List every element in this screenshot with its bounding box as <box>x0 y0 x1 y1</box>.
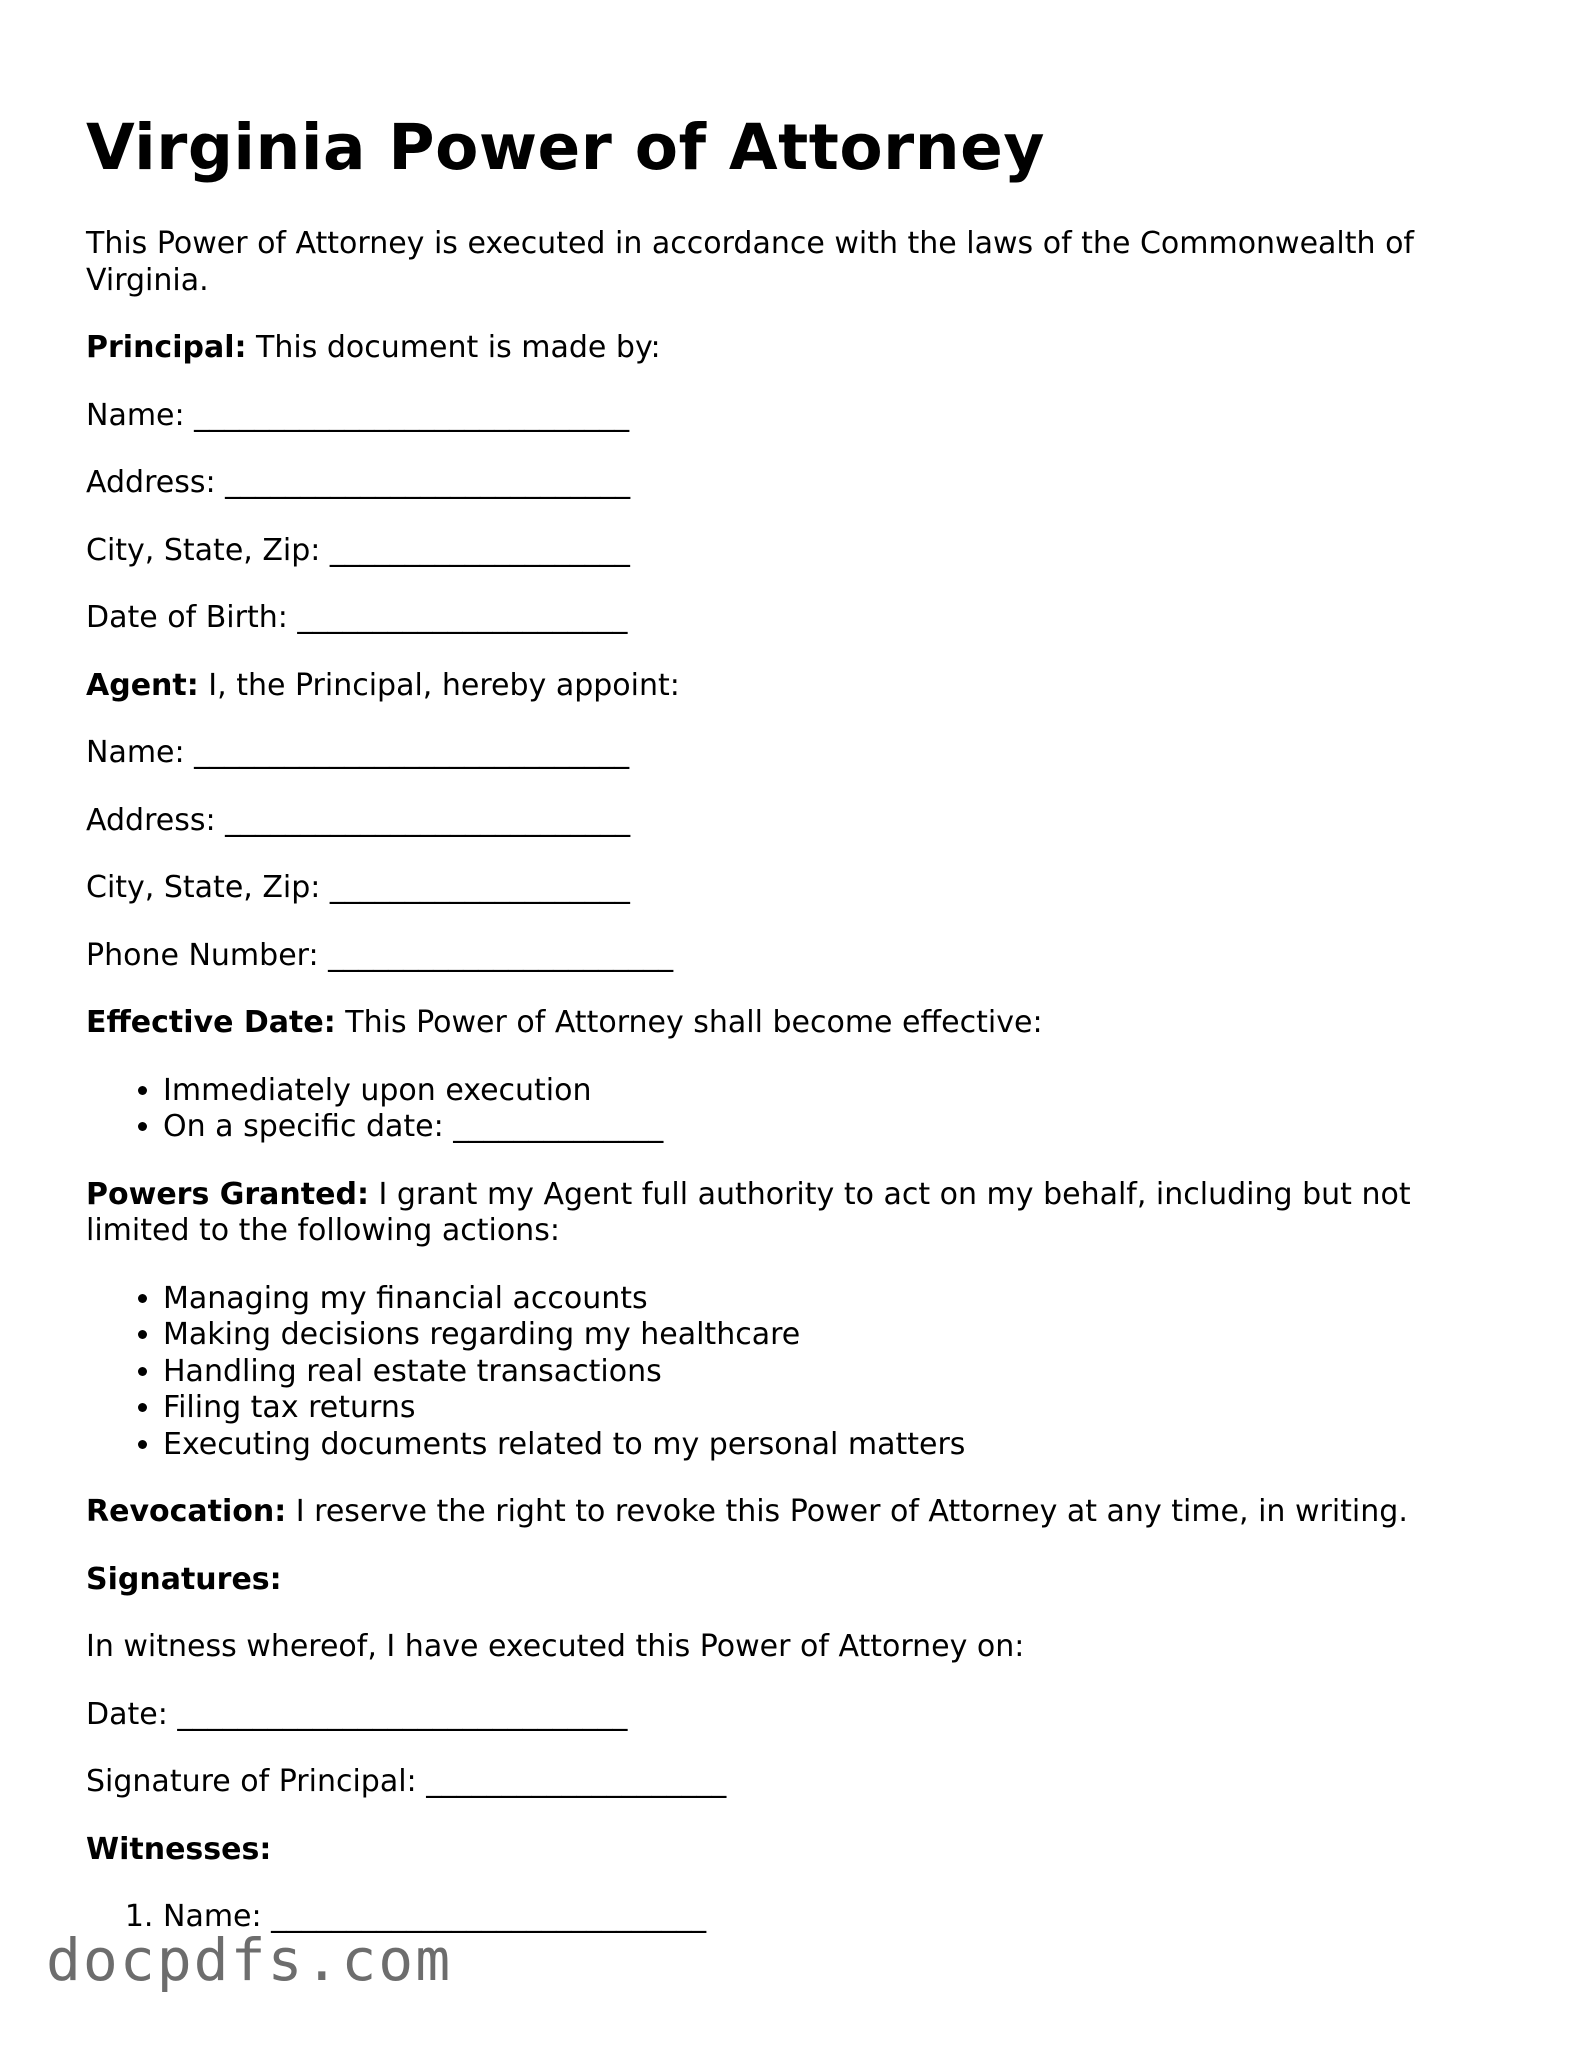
principal-name-field[interactable]: Name: _____________________________ <box>86 397 630 433</box>
power-item: • Executing documents related to my personal matters <box>163 1427 1506 1464</box>
signatures-heading-paragraph <box>86 1562 1506 1599</box>
agent-intro <box>86 668 1506 705</box>
revocation-heading: Revocation: <box>86 1494 287 1529</box>
signature-date-field[interactable]: Date: ______________________________ <box>86 1696 628 1732</box>
principal-signature-field[interactable]: Signature of Principal: ____________________ <box>86 1764 727 1799</box>
document-body <box>86 226 1506 1967</box>
power-item: • Managing my financial accounts <box>163 1281 1506 1318</box>
power-item: • Filing tax returns <box>163 1390 1506 1427</box>
effective-option-immediate: • Immediately upon execution <box>163 1073 1506 1110</box>
revocation-paragraph <box>86 1494 1506 1531</box>
agent-phone-field[interactable]: Phone Number: _______________________ <box>86 937 674 973</box>
principal-heading: Principal: <box>86 330 247 365</box>
powers-granted-heading: Powers Granted: <box>86 1176 369 1212</box>
principal-text: This document is made by: <box>256 330 661 365</box>
principal-intro <box>86 330 1506 367</box>
effective-option-specific-date[interactable]: • On a specific date: ______________ <box>163 1109 1506 1146</box>
effective-date-text: This Power of Attorney shall become effective: <box>345 1005 1043 1040</box>
power-item: • Handling real estate transactions <box>163 1354 1506 1391</box>
signatures-heading: Signatures: <box>86 1561 282 1597</box>
revocation-text: I reserve the right to revoke this Power of Attorney at any time, in writing. <box>295 1494 1408 1529</box>
effective-date-intro <box>86 1005 1506 1042</box>
agent-heading: Agent: <box>86 667 199 703</box>
effective-date-options <box>86 1073 1506 1146</box>
witnesses-heading: Witnesses: <box>86 1831 272 1867</box>
principal-dob-field[interactable]: Date of Birth: ______________________ <box>86 600 628 635</box>
principal-address-field[interactable]: Address: ___________________________ <box>86 465 631 500</box>
power-item: • Making decisions regarding my healthcare <box>163 1317 1506 1354</box>
powers-granted-text: I grant my Agent full authority to act on my behalf, including but not limited to the following actions: <box>86 1176 1411 1248</box>
effective-date-heading: Effective Date: <box>86 1005 336 1040</box>
powers-granted-intro <box>86 1177 1506 1250</box>
powers-list <box>86 1281 1506 1464</box>
agent-address-field[interactable]: Address: ___________________________ <box>86 802 631 838</box>
agent-name-field[interactable]: Name: _____________________________ <box>86 735 630 770</box>
document-title: Virginia Power of Attorney <box>86 111 1045 184</box>
signatures-text: In witness whereof, I have executed this Power of Attorney on: <box>86 1629 1025 1664</box>
agent-city-field[interactable]: City, State, Zip: ____________________ <box>86 870 630 905</box>
witness-name-field[interactable]: 1. Name: _____________________________ <box>163 1899 1506 1936</box>
agent-text: I, the Principal, hereby appoint: <box>208 667 680 703</box>
watermark: docpdfs.com <box>46 1926 453 1994</box>
principal-city-field[interactable]: City, State, Zip: ____________________ <box>86 532 630 568</box>
witnesses-heading-paragraph <box>86 1832 1506 1869</box>
intro-paragraph: This Power of Attorney is executed in accordance with the laws of the Commonwealth of Virginia. <box>86 226 1414 298</box>
